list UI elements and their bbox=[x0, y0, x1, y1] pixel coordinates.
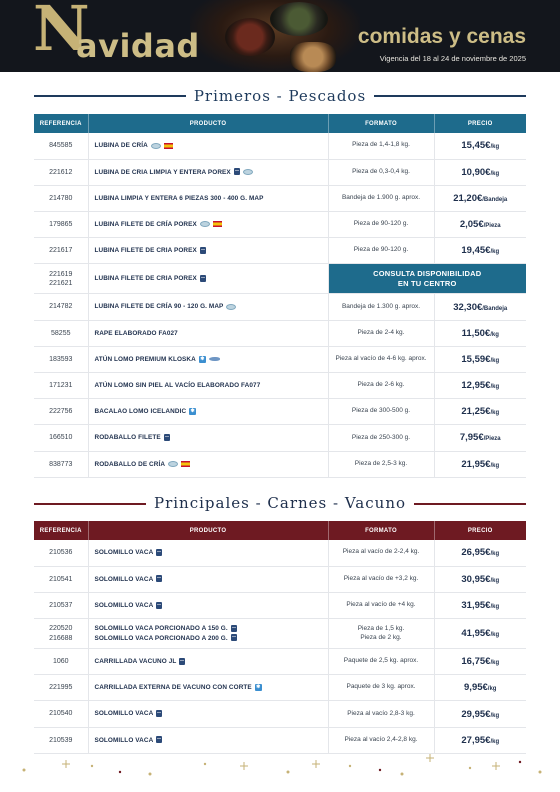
ref-cell bbox=[34, 619, 88, 649]
product-cell bbox=[88, 346, 328, 372]
badge-icon bbox=[226, 304, 236, 310]
format-cell bbox=[328, 701, 434, 727]
format-text: Pieza al vacío 2,8-3 kg. bbox=[347, 709, 415, 717]
validity-text: Vigencia del 18 al 24 de noviembre de 2025 bbox=[379, 54, 526, 63]
format-cell bbox=[328, 238, 434, 264]
product-name: LUBINA FILETE DE CRIA POREX bbox=[94, 275, 197, 283]
price-cell bbox=[434, 701, 526, 727]
product-name: SOLOMILLO VACA bbox=[94, 736, 154, 744]
reference-code: 166510 bbox=[49, 434, 73, 442]
table-row bbox=[34, 133, 526, 159]
price-value: 7,95€ bbox=[459, 432, 484, 444]
reference-code: 210536 bbox=[49, 549, 73, 557]
reference-code: 845585 bbox=[49, 142, 73, 150]
product-name: SOLOMILLO VACA PORCIONADO A 200 G. bbox=[94, 634, 228, 642]
package-icon bbox=[164, 434, 170, 441]
product-name: LUBINA FILETE DE CRÍA 90 - 120 G. MAP bbox=[94, 303, 224, 311]
format-cell bbox=[328, 346, 434, 372]
reference-code: 58255 bbox=[51, 329, 71, 337]
format-text: Pieza de 2-4 kg. bbox=[357, 328, 405, 336]
table-row bbox=[34, 675, 526, 701]
col-header-price: PRECIO bbox=[434, 114, 526, 133]
product-cell bbox=[88, 540, 328, 566]
table-row bbox=[34, 294, 526, 320]
format-text: Pieza al vacío de 2-2,4 kg. bbox=[342, 548, 420, 556]
price-cell bbox=[434, 619, 526, 649]
product-cell bbox=[88, 619, 328, 649]
product-line bbox=[95, 355, 328, 364]
price-value: 19,45€ bbox=[461, 245, 491, 257]
product-line bbox=[95, 575, 328, 584]
spain-flag-icon bbox=[213, 221, 222, 227]
spain-flag-icon bbox=[181, 461, 190, 467]
price-value: 11,50€ bbox=[461, 327, 491, 339]
product-name: RAPE ELABORADO FA027 bbox=[94, 329, 178, 337]
price-value: 12,95€ bbox=[461, 380, 491, 392]
format-text: Pieza al vacío de +3,2 kg. bbox=[343, 574, 419, 582]
availability-text: CONSULTA DISPONIBILIDAD bbox=[373, 269, 482, 279]
price-unit: /kg bbox=[490, 384, 500, 391]
product-line bbox=[95, 168, 328, 177]
price-value: 9,95€ bbox=[464, 682, 488, 694]
ref-cell bbox=[34, 399, 88, 425]
product-name: ATÚN LOMO SIN PIEL AL VACÍO ELABORADO FA077 bbox=[94, 381, 261, 389]
product-cell bbox=[88, 264, 328, 294]
product-name: SOLOMILLO VACA bbox=[94, 710, 154, 718]
ref-cell bbox=[34, 159, 88, 185]
product-name: RODABALLO FILETE bbox=[94, 434, 161, 442]
price-value: 21,25€ bbox=[461, 406, 491, 418]
price-cell bbox=[434, 294, 526, 320]
package-icon bbox=[200, 247, 206, 254]
price-cell bbox=[434, 399, 526, 425]
price-unit: /Bandeja bbox=[482, 196, 508, 203]
product-line bbox=[95, 407, 328, 416]
product-line bbox=[95, 460, 328, 469]
ref-cell bbox=[34, 425, 88, 451]
product-cell bbox=[88, 675, 328, 701]
price-unit: /kg bbox=[490, 738, 500, 745]
reference-code: 210539 bbox=[49, 736, 73, 744]
format-cell bbox=[328, 451, 434, 477]
package-icon bbox=[156, 549, 162, 556]
format-text: Bandeja de 1.300 g. aprox. bbox=[341, 302, 421, 310]
reference-code: 838773 bbox=[49, 460, 73, 468]
product-name: LUBINA FILETE DE CRIA POREX bbox=[94, 247, 197, 255]
price-value: 32,30€ bbox=[453, 301, 483, 313]
price-unit: /kg bbox=[487, 686, 497, 693]
reference-code: 216688 bbox=[49, 634, 73, 642]
section-title-fish-text: Primeros - Pescados bbox=[186, 87, 374, 105]
col-header-product: PRODUCTO bbox=[88, 521, 328, 540]
price-cell bbox=[434, 212, 526, 238]
price-value: 21,20€ bbox=[453, 192, 483, 204]
reference-code: 221621 bbox=[49, 279, 73, 287]
product-cell bbox=[88, 649, 328, 675]
format-text: Paquete de 3 kg. aprox. bbox=[346, 683, 416, 691]
product-cell bbox=[88, 159, 328, 185]
product-name: LUBINA LIMPIA Y ENTERA 6 PIEZAS 300 - 400 G. MAP bbox=[94, 194, 264, 202]
ref-cell bbox=[34, 540, 88, 566]
price-cell bbox=[434, 566, 526, 592]
price-cell bbox=[434, 238, 526, 264]
col-header-price: PRECIO bbox=[434, 521, 526, 540]
table-header-row bbox=[34, 521, 526, 540]
price-unit: /kg bbox=[490, 410, 500, 417]
package-icon bbox=[156, 736, 162, 743]
ref-cell bbox=[34, 649, 88, 675]
product-line bbox=[95, 274, 328, 283]
reference-code: 221995 bbox=[49, 684, 73, 692]
product-line bbox=[95, 246, 328, 255]
brand-title: avidad bbox=[76, 27, 200, 65]
price-unit: /kg bbox=[490, 462, 500, 469]
product-line bbox=[95, 624, 328, 633]
package-icon bbox=[231, 625, 237, 632]
col-header-ref: REFERENCIA bbox=[34, 521, 88, 540]
table-row bbox=[34, 619, 526, 649]
price-value: 21,95€ bbox=[461, 458, 491, 470]
ref-cell bbox=[34, 701, 88, 727]
table-row bbox=[34, 212, 526, 238]
reference-code: 221617 bbox=[49, 247, 73, 255]
price-unit: /kg bbox=[490, 551, 500, 558]
product-cell bbox=[88, 425, 328, 451]
meat-table bbox=[34, 521, 526, 754]
price-cell bbox=[434, 133, 526, 159]
reference-code: 210537 bbox=[49, 601, 73, 609]
table-row bbox=[34, 566, 526, 592]
product-line bbox=[95, 548, 328, 557]
reference-code: 220520 bbox=[49, 625, 73, 633]
price-unit: /kg bbox=[490, 357, 500, 364]
col-header-ref: REFERENCIA bbox=[34, 114, 88, 133]
ref-cell bbox=[34, 373, 88, 399]
price-unit: /kg bbox=[490, 331, 499, 338]
product-name: BACALAO LOMO ICELANDIC bbox=[94, 408, 187, 416]
table-row bbox=[34, 238, 526, 264]
brand-initial: N bbox=[33, 0, 90, 65]
product-line bbox=[95, 709, 328, 718]
reference-code: 221612 bbox=[49, 168, 73, 176]
fish-icon bbox=[209, 357, 220, 361]
product-line bbox=[95, 601, 328, 610]
price-unit: /kg bbox=[490, 660, 500, 667]
product-cell bbox=[88, 238, 328, 264]
ref-cell bbox=[34, 566, 88, 592]
page-subtitle: comidas y cenas bbox=[357, 25, 526, 48]
price-unit: /kg bbox=[490, 144, 500, 151]
price-cell bbox=[434, 592, 526, 618]
price-cell bbox=[434, 451, 526, 477]
format-cell bbox=[328, 649, 434, 675]
format-cell bbox=[328, 212, 434, 238]
price-cell bbox=[434, 373, 526, 399]
ref-cell bbox=[34, 675, 88, 701]
badge-icon bbox=[200, 221, 210, 227]
product-line bbox=[95, 302, 328, 311]
format-text: Pieza al vacío de +4 kg. bbox=[346, 601, 416, 609]
price-value: 31,95€ bbox=[461, 599, 491, 611]
product-line bbox=[95, 220, 328, 229]
ref-cell bbox=[34, 346, 88, 372]
price-cell bbox=[434, 320, 526, 346]
badge-icon bbox=[243, 169, 253, 175]
price-value: 30,95€ bbox=[461, 573, 491, 585]
table-row bbox=[34, 425, 526, 451]
format-cell bbox=[328, 399, 434, 425]
table-row bbox=[34, 264, 526, 294]
price-unit: /kg bbox=[490, 249, 500, 256]
product-cell bbox=[88, 212, 328, 238]
price-unit: /Bandeja bbox=[482, 305, 508, 312]
ref-cell bbox=[34, 264, 88, 294]
price-value: 15,45€ bbox=[461, 140, 491, 152]
product-cell bbox=[88, 294, 328, 320]
table-row bbox=[34, 540, 526, 566]
ref-cell bbox=[34, 238, 88, 264]
format-text: Pieza al vacío de 4-6 kg. aprox. bbox=[335, 355, 427, 363]
product-line bbox=[95, 736, 328, 745]
product-line bbox=[95, 433, 328, 442]
product-cell bbox=[88, 133, 328, 159]
price-value: 29,95€ bbox=[461, 708, 491, 720]
format-cell bbox=[328, 540, 434, 566]
product-name: SOLOMILLO VACA bbox=[94, 549, 154, 557]
product-line bbox=[95, 381, 328, 390]
snowflake-icon: ✱ bbox=[200, 355, 205, 362]
section-title-meat-text: Principales - Carnes - Vacuno bbox=[146, 494, 414, 512]
package-icon bbox=[231, 634, 237, 641]
table-row bbox=[34, 399, 526, 425]
price-value: 27,95€ bbox=[461, 734, 491, 746]
format-text: Pieza de 1,5 kg. bbox=[357, 624, 405, 632]
ref-cell bbox=[34, 133, 88, 159]
price-unit: /kg bbox=[490, 712, 500, 719]
price-unit: /kg bbox=[490, 577, 500, 584]
price-unit: /Pieza bbox=[483, 223, 501, 230]
price-value: 2,05€ bbox=[459, 219, 484, 231]
package-icon bbox=[179, 658, 185, 665]
format-text: Pieza de 2-6 kg. bbox=[357, 381, 405, 389]
pastry-image bbox=[290, 42, 336, 72]
ref-cell bbox=[34, 212, 88, 238]
ref-cell bbox=[34, 294, 88, 320]
plate-image bbox=[225, 18, 275, 56]
format-text: Pieza al vacío 2,4-2,8 kg. bbox=[344, 735, 418, 743]
reference-code: 214782 bbox=[49, 303, 73, 311]
format-cell bbox=[328, 566, 434, 592]
col-header-product: PRODUCTO bbox=[88, 114, 328, 133]
snowflake-icon: ✱ bbox=[190, 407, 195, 414]
package-icon bbox=[200, 275, 206, 282]
product-line bbox=[95, 634, 328, 643]
product-cell bbox=[88, 592, 328, 618]
format-text: Bandeja de 1.900 g. aprox. bbox=[341, 194, 421, 202]
price-unit: /kg bbox=[490, 170, 500, 177]
format-text: Paquete de 2,5 kg. aprox. bbox=[343, 657, 419, 665]
snowflake-icon: ✱ bbox=[256, 684, 261, 691]
product-cell bbox=[88, 566, 328, 592]
spain-flag-icon bbox=[164, 143, 173, 149]
table-row bbox=[34, 592, 526, 618]
product-line bbox=[95, 141, 328, 150]
ref-cell bbox=[34, 592, 88, 618]
price-cell bbox=[434, 185, 526, 211]
table-row bbox=[34, 649, 526, 675]
reference-code: 183593 bbox=[49, 355, 73, 363]
price-value: 15,59€ bbox=[461, 353, 491, 365]
reference-code: 1060 bbox=[52, 658, 69, 666]
format-cell bbox=[328, 592, 434, 618]
product-name: SOLOMILLO VACA bbox=[94, 575, 154, 583]
table-row bbox=[34, 320, 526, 346]
format-cell bbox=[328, 185, 434, 211]
product-cell bbox=[88, 701, 328, 727]
product-line bbox=[95, 194, 328, 203]
product-name: LUBINA DE CRÍA bbox=[94, 142, 148, 150]
reference-code: 171231 bbox=[49, 382, 73, 390]
price-value: 26,95€ bbox=[461, 547, 491, 559]
badge-icon bbox=[168, 461, 178, 467]
format-cell bbox=[328, 133, 434, 159]
badge-icon bbox=[151, 143, 161, 149]
format-cell bbox=[328, 373, 434, 399]
format-cell bbox=[328, 320, 434, 346]
product-name: CARRILLADA VACUNO JL bbox=[94, 658, 177, 666]
product-name: SOLOMILLO VACA bbox=[94, 601, 154, 609]
price-value: 10,90€ bbox=[461, 166, 491, 178]
price-value: 16,75€ bbox=[461, 656, 491, 668]
price-cell bbox=[434, 159, 526, 185]
product-name: RODABALLO DE CRÍA bbox=[94, 460, 166, 468]
table-row bbox=[34, 701, 526, 727]
ref-cell bbox=[34, 451, 88, 477]
price-cell bbox=[434, 425, 526, 451]
price-unit: /kg bbox=[490, 632, 500, 639]
col-header-format: FORMATO bbox=[328, 521, 434, 540]
table-row bbox=[34, 185, 526, 211]
format-cell bbox=[328, 159, 434, 185]
reference-code: 210541 bbox=[49, 575, 73, 583]
table-row bbox=[34, 159, 526, 185]
table-row bbox=[34, 451, 526, 477]
format-text: Pieza de 300-500 g. bbox=[351, 407, 411, 415]
fish-table bbox=[34, 114, 526, 478]
format-text: Pieza de 1,4-1,8 kg. bbox=[352, 141, 410, 149]
price-cell bbox=[434, 675, 526, 701]
product-cell bbox=[88, 373, 328, 399]
product-line bbox=[95, 329, 328, 338]
ref-cell bbox=[34, 320, 88, 346]
format-text: Pieza de 2,5-3 kg. bbox=[354, 459, 408, 467]
reference-code: 222756 bbox=[49, 408, 73, 416]
price-cell bbox=[434, 540, 526, 566]
decorative-ornaments bbox=[0, 748, 560, 792]
table-header-row bbox=[34, 114, 526, 133]
reference-code: 179865 bbox=[49, 221, 73, 229]
price-unit: /kg bbox=[490, 603, 500, 610]
price-value: 41,95€ bbox=[461, 628, 491, 640]
product-name: ATÚN LOMO PREMIUM KLOSKA bbox=[94, 355, 196, 363]
package-icon bbox=[156, 710, 162, 717]
product-name: LUBINA DE CRIA LIMPIA Y ENTERA POREX bbox=[94, 168, 231, 176]
package-icon bbox=[234, 168, 240, 175]
format-text: Pieza de 250-300 g. bbox=[351, 433, 411, 441]
product-name: CARRILLADA EXTERNA DE VACUNO CON CORTE bbox=[94, 684, 252, 692]
reference-code: 210540 bbox=[49, 710, 73, 718]
reference-code: 214780 bbox=[49, 194, 73, 202]
product-cell bbox=[88, 185, 328, 211]
table-row bbox=[34, 346, 526, 372]
package-icon bbox=[156, 575, 162, 582]
table-row bbox=[34, 373, 526, 399]
price-unit: /Pieza bbox=[483, 436, 501, 443]
format-text: Pieza de 2 kg. bbox=[360, 633, 402, 641]
package-icon bbox=[156, 602, 162, 609]
format-text: Pieza de 90-120 g. bbox=[353, 246, 409, 254]
product-cell bbox=[88, 399, 328, 425]
availability-notice bbox=[328, 264, 526, 294]
format-cell bbox=[328, 425, 434, 451]
product-cell bbox=[88, 451, 328, 477]
header-banner bbox=[0, 0, 560, 72]
price-cell bbox=[434, 346, 526, 372]
product-cell bbox=[88, 320, 328, 346]
product-name: LUBINA FILETE DE CRÍA POREX bbox=[94, 221, 197, 229]
col-header-format: FORMATO bbox=[328, 114, 434, 133]
format-cell bbox=[328, 619, 434, 649]
availability-text: EN TU CENTRO bbox=[397, 278, 457, 288]
product-name: SOLOMILLO VACA PORCIONADO A 150 G. bbox=[94, 625, 228, 633]
product-line bbox=[95, 683, 328, 692]
format-text: Pieza de 90-120 g. bbox=[353, 220, 409, 228]
ref-cell bbox=[34, 185, 88, 211]
product-line bbox=[95, 657, 328, 666]
format-cell bbox=[328, 675, 434, 701]
dish-image bbox=[270, 2, 328, 36]
format-text: Pieza de 0,3-0,4 kg. bbox=[352, 167, 410, 175]
format-cell bbox=[328, 294, 434, 320]
reference-code: 221619 bbox=[49, 270, 73, 278]
price-cell bbox=[434, 649, 526, 675]
